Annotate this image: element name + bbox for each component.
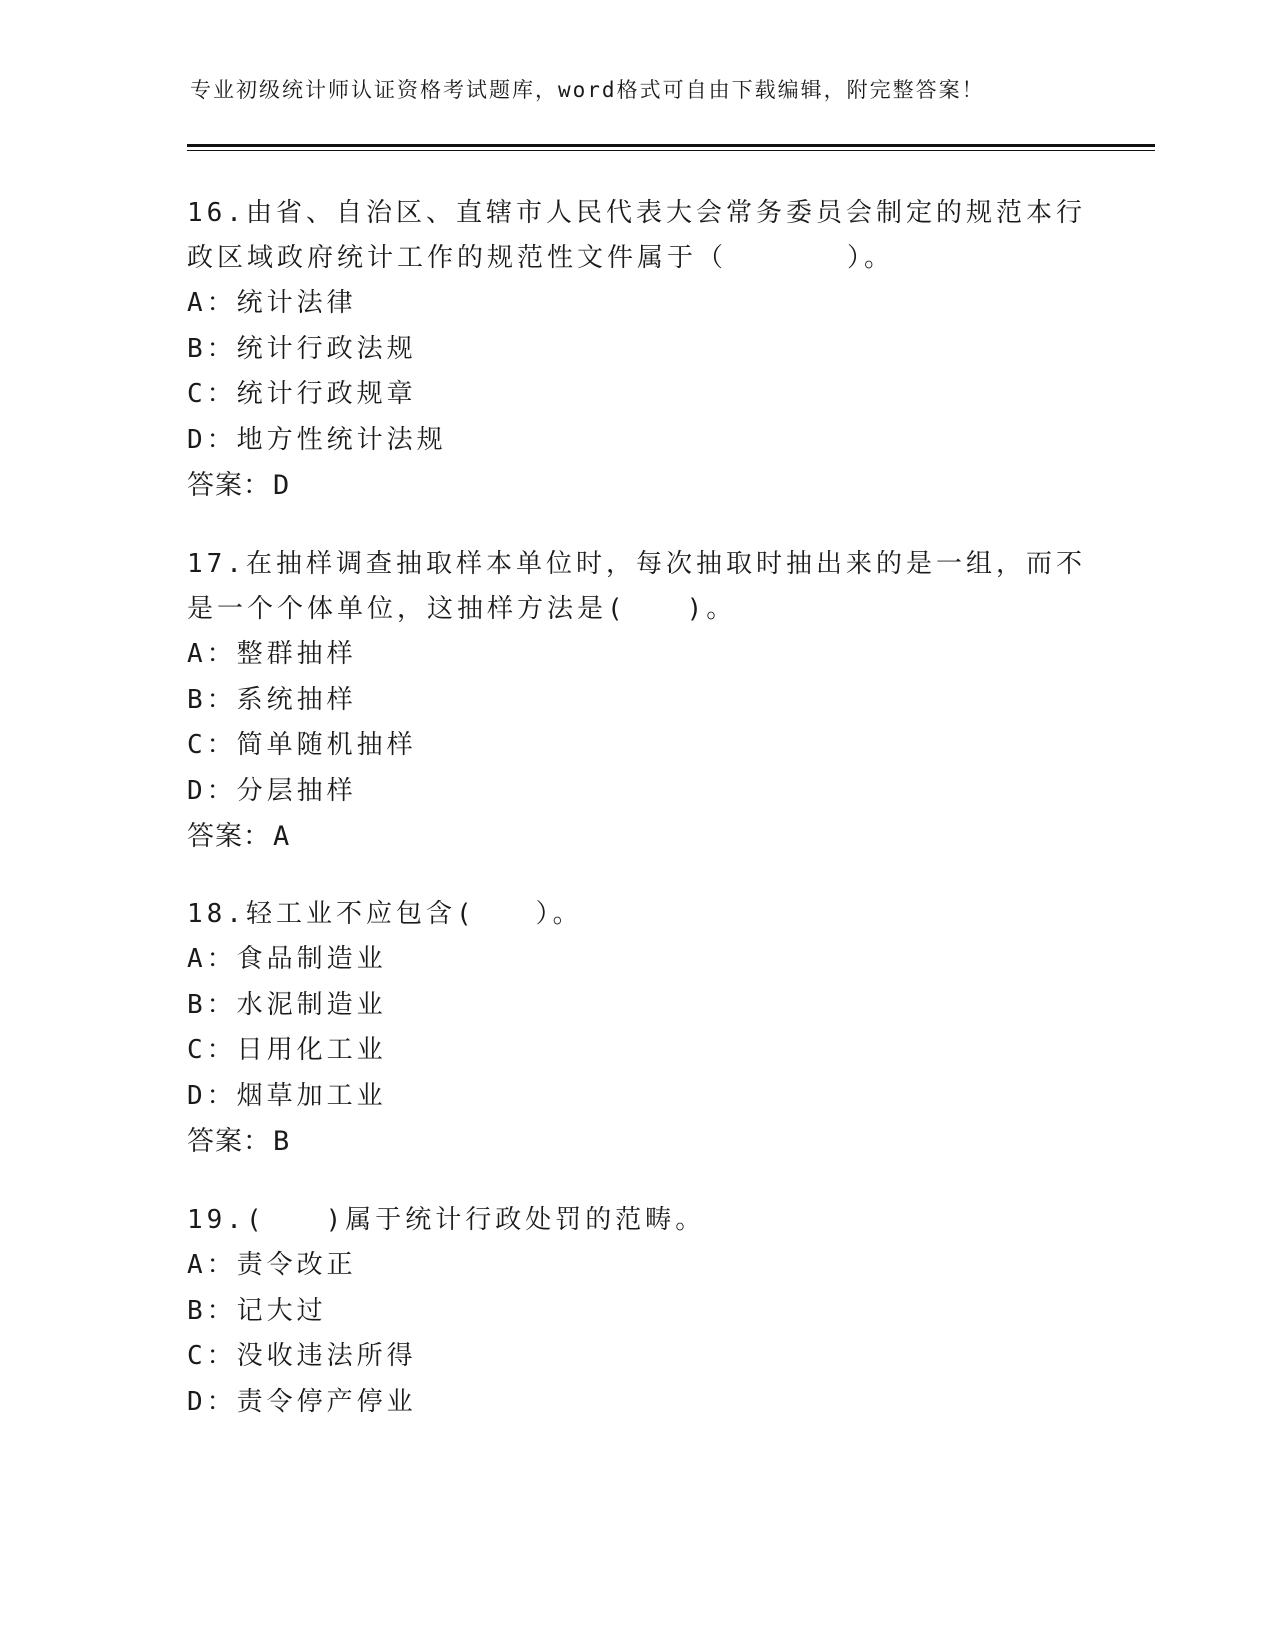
option-b: B：水泥制造业 xyxy=(187,989,387,1020)
answer-line xyxy=(187,463,1087,508)
question-stem: 16.由省、自治区、直辖市人民代表大会常务委员会制定的规范本行政区域政府统计工作的规范性文件属于（ ）。 xyxy=(187,198,1086,273)
question-19 xyxy=(187,1198,1087,1425)
answer-line xyxy=(187,814,1087,859)
option-b: B：记大过 xyxy=(187,1295,327,1326)
answer-value: A xyxy=(273,821,290,852)
option-c: C：日用化工业 xyxy=(187,1035,387,1065)
question-17 xyxy=(187,542,1087,859)
answer-line xyxy=(187,1119,1087,1164)
question-stem: 17.在抽样调查抽取样本单位时，每次抽取时抽出来的是一组，而不是一个个体单位，这抽样方法是( )。 xyxy=(187,549,1086,624)
option-c: C：统计行政规章 xyxy=(187,379,417,409)
answer-value: D xyxy=(273,470,290,501)
option-d: D：地方性统计法规 xyxy=(187,424,447,455)
question-18 xyxy=(187,892,1087,1164)
question-16 xyxy=(187,191,1087,508)
option-a: A：食品制造业 xyxy=(187,944,387,974)
option-b: B：统计行政法规 xyxy=(187,333,417,364)
answer-label: 答案： xyxy=(187,1126,271,1157)
option-b: B：系统抽样 xyxy=(187,684,357,715)
header-rule-thick xyxy=(187,144,1155,147)
answer-value: B xyxy=(273,1126,290,1157)
answer-label: 答案： xyxy=(187,821,271,852)
header-rule-thin xyxy=(187,150,1155,151)
answer-label: 答案： xyxy=(187,470,271,501)
option-a: A：整群抽样 xyxy=(187,639,357,669)
question-stem: 18.轻工业不应包含( ）。 xyxy=(187,899,583,929)
option-a: A：责令改正 xyxy=(187,1250,357,1280)
option-c: C：没收违法所得 xyxy=(187,1341,417,1371)
option-d: D：分层抽样 xyxy=(187,775,357,806)
page-header: 专业初级统计师认证资格考试题库，word格式可自由下载编辑，附完整答案！ xyxy=(190,78,985,102)
option-d: D：烟草加工业 xyxy=(187,1080,387,1111)
option-c: C：简单随机抽样 xyxy=(187,730,417,760)
option-a: A：统计法律 xyxy=(187,288,357,318)
question-stem: 19.( )属于统计行政处罚的范畴。 xyxy=(187,1205,706,1235)
option-d: D：责令停产停业 xyxy=(187,1386,417,1417)
